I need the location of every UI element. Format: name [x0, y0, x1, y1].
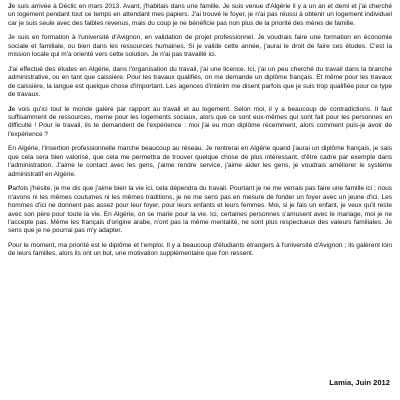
paragraph-text: Je suis en formation à l'université d'Avignon, en validation de projet professionnel. Je voudrais faire une formation en économie sociale et familiale, ou bien dans les ressources humaines. Si je valide cette année, j'aurai le droit de faire ces études. C'est la mission locale qui m'a orienté vers cette solution. Je n'ai pas travaillé ici.: [8, 34, 392, 59]
paragraph-5: [8, 145, 392, 179]
paragraph-text: arfois j'hésite, je me dis que j'aime bien la vie ici, cela dépendra du travail. Pourtant je ne me verrais pas faire une famille ici ; nous n'avons ni les mêmes coutumes ni les mêmes traditions, je ne me sens pas en mesure de fonder un foyer avec un jeune d'ici. Les hommes d'ici ne donnent pas assez pour leur foyer, pour leurs enfants et leurs femmes. Moi, si je fais un enfant, je veux qu'il reste avec son père pour toute la vie. En Algérie, on se marie pour la vie. Ici, certaines personnes s'amusent avec le mariage, moi je ne l'accepte pas. Même les français d'origine arabe, n'ont pas la même mentalité, ne sont plus respectueux des valeurs familiales. Je sens que je ne pourrai pas m'y adapter.: [8, 185, 392, 235]
paragraph-text: J'ai effectué des études en Algérie, dans l'organisation du travail, j'ai une licence. Ici, j'ai un peu cherché du travail dans la branche administrative, ou en tant que caissière. Pour les travaux qualifiés, on me demande un diplôme français. Et même pour les travaux de caissière, la langue est quelque chose d'important. Les agences d'intérim me disent parfois que je suis trop qualifiée pour ce type de travaux.: [8, 65, 392, 99]
paragraph-4: [8, 106, 392, 140]
paragraph-text: Pour le moment, ma priorité est le diplôme et l'emploi. Il y a beaucoup d'étudiants étrangers à l'université d'Avignon ; ils galèrent loin de leurs familles, alors ils ont un but, une motivation supplémentaire que l'on ressent.: [8, 241, 392, 258]
paragraph-3: [8, 66, 392, 100]
drop-letter: J: [8, 3, 12, 10]
signature: Lamia, Juin 2012: [329, 378, 390, 387]
paragraph-7: [8, 242, 392, 259]
paragraph-2: [8, 34, 392, 59]
paragraph-6: [8, 185, 392, 236]
paragraph-text: e suis arrivée à Déclic en mars 2013. Avant, j'habitais dans une famille. Je suis venue d'Algérie il y a un an et demi et j'ai cherché un logement pendant tout ce temps en attendant mes papiers. J'ai trouvé le foyer, je n'ai pas réussi à obtenir un logement individuel car je suis seule avec des faibles revenus, mais du coup je ne bénéficie pas non plus de la priorité des mères de famille.: [8, 3, 392, 27]
paragraph-1: [8, 3, 392, 28]
paragraph-text: En Algérie, l'insertion professionnelle marche beaucoup au réseau. Je rentrerai en Algérie quand j'aurai un diplôme français, je sais que cela sera bien valorisé, que cela me permettra de trouver quelque chose de plus intéressant, d'être cadre par exemple dans l'administration. J'aime le contact avec les gens, j'aime rendre service, j'aime aider les gens, je voudrais améliorer le système administratif en Algérie.: [8, 145, 392, 178]
drop-letter: P: [8, 185, 13, 193]
drop-letter: J: [8, 105, 12, 113]
paragraph-text: e vois qu'ici tout le monde galère par rapport au travail et au logement. Selon moi, il y a beaucoup de contradictions. Il faut suffisamment de ressources, meme pour les logements sociaux, alors que ce sont eux-mêmes qui sont fait pour les personnes en difficulté ! Pour le travail, ils te demandent de l'expérience : moi j'ai eu mon diplôme récemment, alors comment puis-je avoir de l'expérience ?: [8, 105, 392, 138]
